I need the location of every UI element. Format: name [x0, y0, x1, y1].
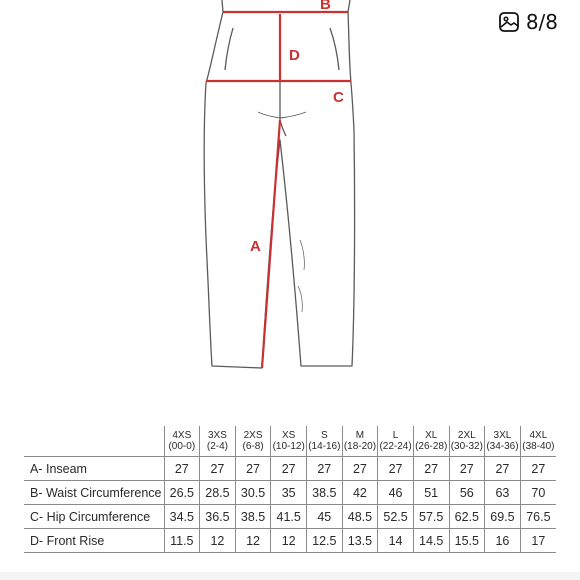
table-cell: 27 [378, 457, 414, 481]
table-cell: 41.5 [271, 505, 307, 529]
table-cell: 27 [449, 457, 485, 481]
table-cell: 26.5 [164, 481, 200, 505]
dimension-lines [206, 12, 351, 368]
table-cell: 27 [271, 457, 307, 481]
bottom-strip [0, 572, 580, 580]
table-cell: 15.5 [449, 529, 485, 553]
table-cell: 16 [485, 529, 521, 553]
row-label: D- Front Rise [24, 529, 164, 553]
table-cell: 30.5 [235, 481, 271, 505]
label-inseam: A [250, 238, 261, 255]
table-cell: 12 [271, 529, 307, 553]
table-cell: 28.5 [200, 481, 236, 505]
label-waist: B [320, 0, 331, 13]
table-cell: 13.5 [342, 529, 378, 553]
table-cell: 34.5 [164, 505, 200, 529]
inseam-dimension-line [262, 120, 280, 368]
size-header: 4XS (00-0) [164, 426, 200, 457]
size-header: L (22-24) [378, 426, 414, 457]
table-cell: 27 [520, 457, 556, 481]
table-cell: 38.5 [235, 505, 271, 529]
table-cell: 36.5 [200, 505, 236, 529]
table-cell: 27 [342, 457, 378, 481]
table-cell: 17 [520, 529, 556, 553]
table-cell: 62.5 [449, 505, 485, 529]
table-cell: 42 [342, 481, 378, 505]
size-header: 4XL (38-40) [520, 426, 556, 457]
size-header: XS (10-12) [271, 426, 307, 457]
table-cell: 63 [485, 481, 521, 505]
table-cell: 38.5 [307, 481, 343, 505]
table-cell: 45 [307, 505, 343, 529]
table-cell: 46 [378, 481, 414, 505]
label-rise: D [289, 47, 300, 64]
table-cell: 27 [307, 457, 343, 481]
size-chart-body [24, 457, 556, 553]
table-cell: 57.5 [413, 505, 449, 529]
label-hip: C [333, 89, 344, 106]
table-cell: 12 [235, 529, 271, 553]
table-row [24, 529, 556, 553]
size-header-row [24, 426, 556, 457]
table-cell: 52.5 [378, 505, 414, 529]
table-cell: 14.5 [413, 529, 449, 553]
table-row [24, 457, 556, 481]
table-cell: 27 [164, 457, 200, 481]
table-cell: 12 [200, 529, 236, 553]
size-chart [24, 426, 556, 553]
row-label: C- Hip Circumference [24, 505, 164, 529]
row-label: B- Waist Circumference [24, 481, 164, 505]
table-cell: 27 [413, 457, 449, 481]
size-chart-table [24, 426, 556, 553]
size-header: M (18-20) [342, 426, 378, 457]
table-cell: 27 [200, 457, 236, 481]
size-header: 3XL (34-36) [485, 426, 521, 457]
row-label: A- Inseam [24, 457, 164, 481]
table-cell: 51 [413, 481, 449, 505]
size-header: 3XS (2-4) [200, 426, 236, 457]
table-cell: 27 [235, 457, 271, 481]
table-cell: 48.5 [342, 505, 378, 529]
table-cell: 56 [449, 481, 485, 505]
table-row [24, 505, 556, 529]
size-header: S (14-16) [307, 426, 343, 457]
size-header: 2XS (6-8) [235, 426, 271, 457]
image-counter-text: 8/8 [525, 10, 558, 34]
size-header: XL (26-28) [413, 426, 449, 457]
table-cell: 11.5 [164, 529, 200, 553]
table-cell: 35 [271, 481, 307, 505]
table-cell: 12.5 [307, 529, 343, 553]
table-cell: 69.5 [485, 505, 521, 529]
table-cell: 70 [520, 481, 556, 505]
table-cell: 27 [485, 457, 521, 481]
table-cell: 76.5 [520, 505, 556, 529]
size-header: 2XL (30-32) [449, 426, 485, 457]
table-cell: 14 [378, 529, 414, 553]
table-row [24, 481, 556, 505]
header-corner [24, 426, 164, 457]
